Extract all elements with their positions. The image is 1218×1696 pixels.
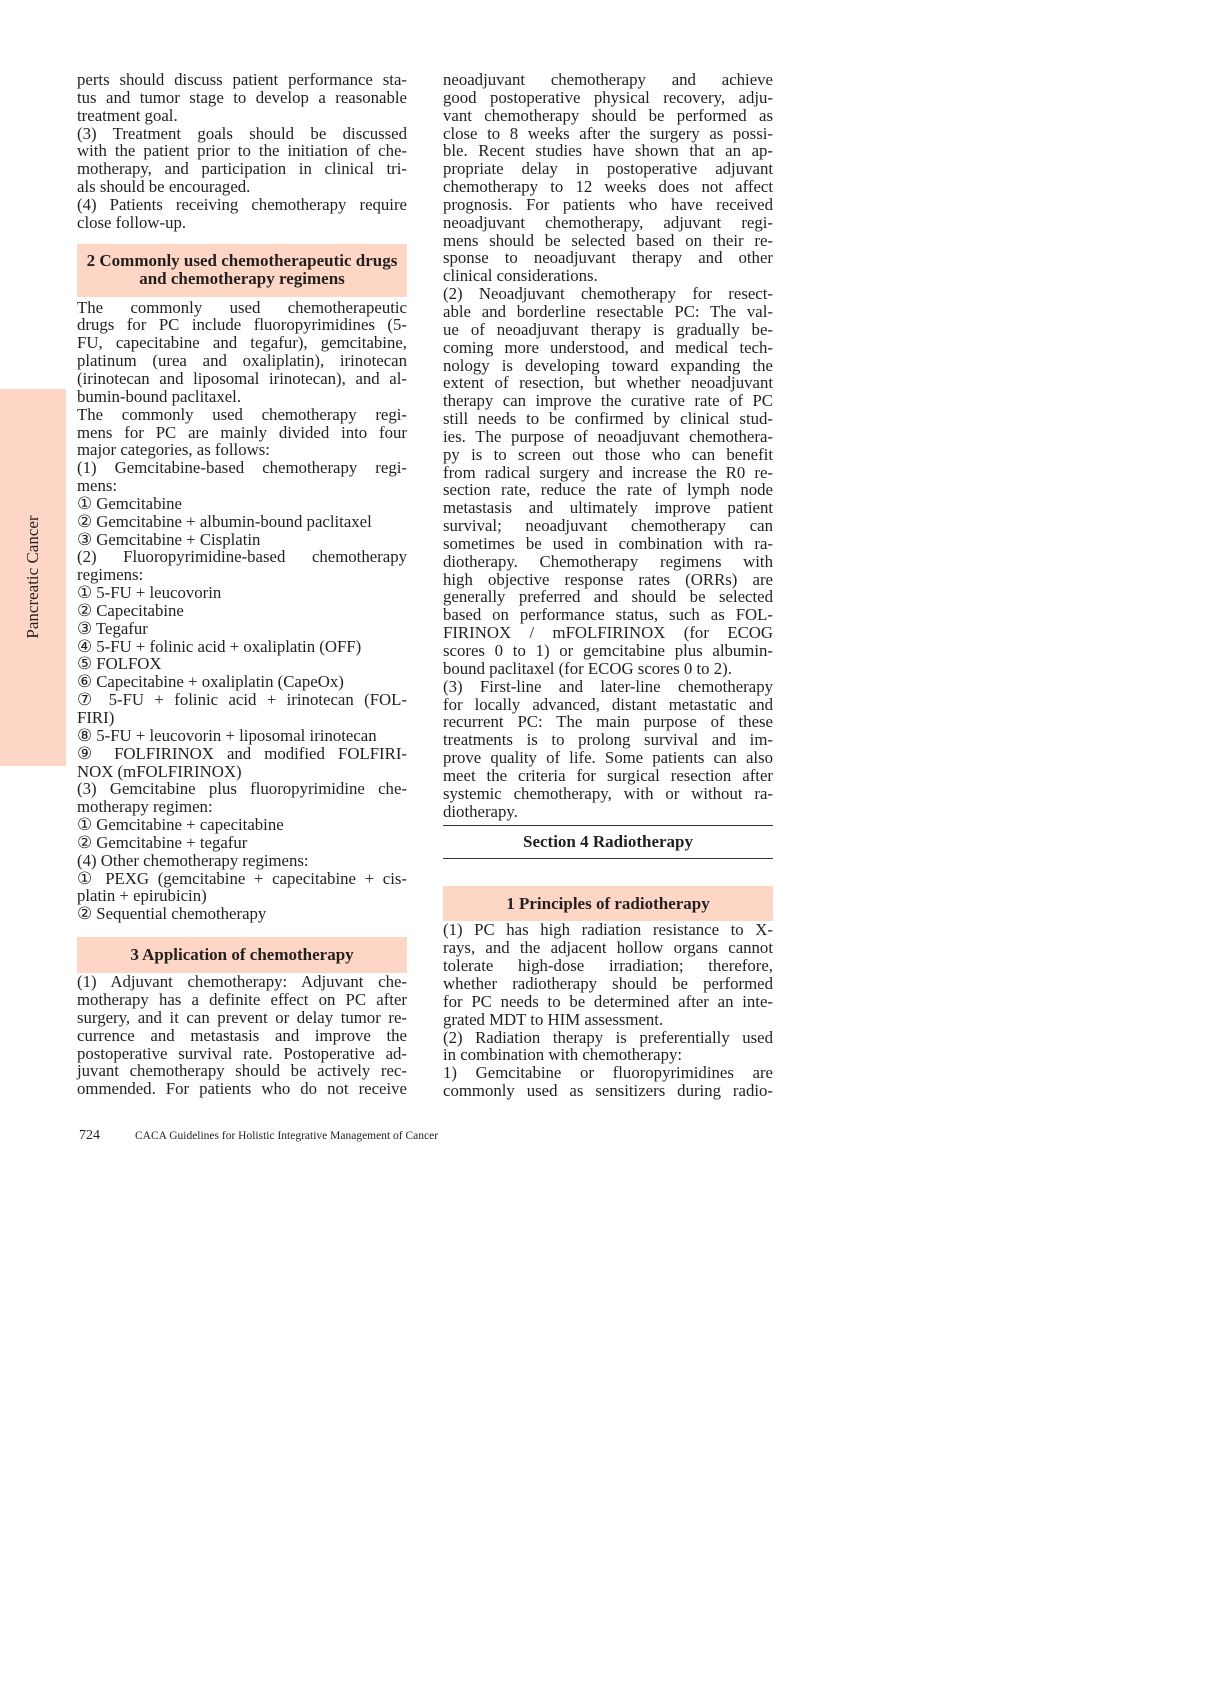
text-line: ⑤ FOLFOX [77, 654, 162, 674]
text-line: section rate, reduce the rate of lymph node [443, 480, 773, 500]
paragraph [77, 727, 407, 745]
paragraph [77, 816, 407, 834]
paragraph [77, 905, 407, 923]
text-line: mens for PC are mainly divided into four [77, 422, 407, 442]
text-line: still needs to be confirmed by clinical stud- [443, 409, 773, 429]
paragraph [77, 531, 407, 549]
section-title-radiotherapy [443, 825, 773, 859]
page-number: 724 [79, 1128, 100, 1143]
text-line: diotherapy. Chemotherapy regimens with [443, 551, 773, 571]
text-line: ④ 5-FU + folinic acid + oxaliplatin (OFF) [77, 636, 362, 656]
application-paragraphs [77, 973, 407, 1098]
text-line: mens should be selected based on their re- [443, 230, 773, 250]
text-line: survival; neoadjuvant chemotherapy can [443, 516, 773, 536]
text-line: in combination with chemotherapy: [443, 1045, 683, 1065]
text-line: based on performance status, such as FOL- [443, 605, 773, 625]
text-line: The commonly used chemotherapy regi- [77, 404, 407, 424]
text-line: bumin-bound paclitaxel. [77, 386, 242, 406]
paragraph [77, 834, 407, 852]
text-line: commonly used as sensitizers during radio- [443, 1081, 773, 1101]
text-line: ② Gemcitabine + albumin-bound paclitaxel [77, 511, 372, 531]
text-line: treatments is to prolong survival and im- [443, 730, 773, 750]
text-line: ⑥ Capecitabine + oxaliplatin (CapeOx) [77, 672, 344, 692]
text-line: meet the criteria for surgical resection after [443, 765, 773, 785]
paragraph [443, 678, 773, 821]
text-line: ② Gemcitabine + tegafur [77, 832, 248, 852]
page-footer [79, 1127, 438, 1144]
heading-commonly-used-drugs [77, 244, 407, 297]
text-line: bound paclitaxel (for ECOG scores 0 to 2). [443, 658, 732, 678]
text-line: major categories, as follows: [77, 440, 270, 460]
paragraph [77, 655, 407, 673]
text-line: ① PEXG (gemcitabine + capecitabine + cis- [77, 868, 407, 888]
text-line: surgery, and it can prevent or delay tumor re- [77, 1007, 407, 1027]
heading-principles-of-radiotherapy [443, 886, 773, 921]
text-line: generally preferred and should be selected [443, 587, 773, 607]
paragraph [443, 71, 773, 285]
text-line: vant chemotherapy should be performed as [443, 105, 773, 125]
text-line: (2) Neoadjuvant chemotherapy for resect- [443, 284, 773, 304]
radiotherapy-paragraphs [443, 921, 773, 1099]
text-line: whether radiotherapy should be performed [443, 973, 773, 993]
right-column [443, 71, 773, 1100]
text-line: (3) Treatment goals should be discussed [77, 123, 407, 143]
text-line: (3) Gemcitabine plus fluoropyrimidine che- [77, 779, 407, 799]
heading-line: and chemotherapy regimens [139, 269, 345, 289]
text-line: NOX (mFOLFIRINOX) [77, 761, 242, 781]
paragraph [77, 406, 407, 460]
paragraph [77, 780, 407, 816]
paragraph [77, 973, 407, 1098]
text-line: als should be encouraged. [77, 177, 251, 197]
text-line: FIRINOX / mFOLFIRINOX (for ECOG [443, 623, 773, 643]
text-line: ble. Recent studies have shown that an ap- [443, 141, 773, 161]
paragraph [77, 548, 407, 584]
text-line: good postoperative physical recovery, adju- [443, 87, 773, 107]
application-continued-paragraphs [443, 71, 773, 820]
text-line: propriate delay in postoperative adjuvant [443, 159, 773, 179]
paragraph [77, 638, 407, 656]
text-line: rays, and the adjacent hollow organs cannot [443, 938, 773, 958]
text-line: prognosis. For patients who have received [443, 194, 773, 214]
text-line: sometimes be used in combination with ra- [443, 533, 773, 553]
paragraph [77, 673, 407, 691]
text-line: recurrent PC: The main purpose of these [443, 712, 773, 732]
text-line: tolerate high-dose irradiation; therefore, [443, 956, 773, 976]
paragraph [77, 620, 407, 638]
text-line: (2) Fluoropyrimidine-based chemotherapy [77, 547, 407, 567]
text-line: neoadjuvant chemotherapy, adjuvant regi- [443, 212, 773, 232]
text-line: regimens: [77, 565, 144, 585]
paragraph [77, 691, 407, 727]
text-line: postoperative survival rate. Postoperative ad- [77, 1043, 407, 1063]
text-line: scores 0 to 1) or gemcitabine plus albumin- [443, 641, 773, 660]
paragraph [77, 870, 407, 906]
paragraph [77, 71, 407, 125]
paragraph [443, 921, 773, 1028]
paragraph [77, 299, 407, 406]
text-line: ommended. For patients who do not receive [77, 1079, 407, 1099]
text-line: platinum (urea and oxaliplatin), irinotecan [77, 351, 407, 371]
chapter-tab-label: Pancreatic Cancer [23, 515, 42, 639]
text-line: ⑦ 5-FU + folinic acid + irinotecan (FOL- [77, 690, 407, 710]
paragraph [77, 602, 407, 620]
text-line: ies. The purpose of neoadjuvant chemothera- [443, 426, 773, 446]
text-line: close follow-up. [77, 212, 187, 232]
text-line: prove quality of life. Some patients can also [443, 748, 773, 768]
text-line: (4) Other chemotherapy regimens: [77, 850, 309, 870]
text-line: mens: [77, 476, 118, 496]
left-column [77, 71, 407, 1098]
text-line: (3) First-line and later-line chemotherapy [443, 676, 773, 696]
text-line: for PC needs to be determined after an inte- [443, 991, 773, 1011]
text-line: high objective response rates (ORRs) are [443, 569, 773, 589]
paragraph [77, 584, 407, 602]
paragraph [443, 1064, 773, 1100]
regimens-paragraphs [77, 299, 407, 924]
text-line: ③ Gemcitabine + Cisplatin [77, 529, 261, 549]
paragraph [77, 513, 407, 531]
paragraph [77, 745, 407, 781]
text-line: (1) Adjuvant chemotherapy: Adjuvant che- [77, 972, 407, 992]
text-line: systemic chemotherapy, with or without ra- [443, 783, 773, 803]
text-line: ③ Tegafur [77, 618, 148, 638]
text-line: (4) Patients receiving chemotherapy require [77, 194, 407, 214]
text-line: treatment goal. [77, 105, 178, 125]
text-line: coming more understood, and medical tech- [443, 337, 773, 357]
text-line: motherapy, and participation in clinical tri- [77, 159, 407, 179]
text-line: extent of resection, but whether neoadjuvant [443, 373, 773, 393]
paragraph [77, 852, 407, 870]
text-line: therapy can improve the curative rate of PC [443, 391, 773, 411]
chapter-side-tab [0, 389, 66, 766]
text-line: able and borderline resectable PC: The val- [443, 301, 773, 321]
text-line: for locally advanced, distant metastatic and [443, 694, 773, 714]
text-line: ② Sequential chemotherapy [77, 904, 267, 924]
text-line: neoadjuvant chemotherapy and achieve [443, 70, 773, 89]
text-line: with the patient prior to the initiation of che- [77, 141, 407, 161]
paragraph [443, 1029, 773, 1065]
text-line: ① Gemcitabine + capecitabine [77, 815, 284, 835]
text-line: tus and tumor stage to develop a reasonable [77, 87, 407, 107]
heading-line: 3 Application of chemotherapy [130, 945, 354, 965]
text-line: metastasis and ultimately improve patient [443, 498, 773, 518]
paragraph [77, 459, 407, 495]
text-line: ① Gemcitabine [77, 493, 182, 513]
text-line: grated MDT to HIM assessment. [443, 1009, 664, 1029]
text-line: juvant chemotherapy should be actively rec- [77, 1061, 407, 1081]
text-line: (irinotecan and liposomal irinotecan), and al- [77, 368, 407, 388]
text-line: clinical considerations. [443, 266, 598, 286]
intro-paragraphs [77, 71, 407, 232]
text-line: (2) Radiation therapy is preferentially used [443, 1027, 773, 1047]
text-line: ⑧ 5-FU + leucovorin + liposomal irinotecan [77, 725, 377, 745]
text-line: The commonly used chemotherapeutic [77, 297, 407, 317]
text-line: chemotherapy to 12 weeks does not affect [443, 177, 773, 197]
text-line: ② Capecitabine [77, 600, 184, 620]
text-line: nology is developing toward expanding the [443, 355, 773, 375]
text-line: (1) PC has high radiation resistance to X- [443, 920, 773, 940]
heading-line: 1 Principles of radiotherapy [506, 893, 710, 913]
text-line: perts should discuss patient performance sta- [77, 70, 407, 89]
text-line: FIRI) [77, 708, 115, 727]
paragraph [77, 125, 407, 196]
text-line: sponse to neoadjuvant therapy and other [443, 248, 773, 268]
paragraph [443, 285, 773, 678]
text-line: drugs for PC include fluoropyrimidines (5- [77, 315, 407, 335]
text-line: ue of neoadjuvant therapy is gradually be- [443, 319, 773, 339]
text-line: py is to screen out those who can benefit [443, 444, 773, 464]
text-line: currence and metastasis and improve the [77, 1025, 407, 1045]
text-line: (1) Gemcitabine-based chemotherapy regi- [77, 458, 407, 478]
text-line: motherapy has a definite effect on PC after [77, 989, 407, 1009]
text-line: diotherapy. [443, 801, 518, 821]
text-line: ⑨ FOLFIRINOX and modified FOLFIRI- [77, 743, 407, 763]
text-line: FU, capecitabine and tegafur), gemcitabine, [77, 333, 407, 353]
heading-line: 2 Commonly used chemotherapeutic drugs [86, 251, 398, 271]
paragraph [77, 196, 407, 232]
text-line: motherapy regimen: [77, 797, 213, 817]
running-title: CACA Guidelines for Holistic Integrative Management of Cancer [135, 1130, 439, 1142]
text-line: 1) Gemcitabine or fluoropyrimidines are [443, 1063, 773, 1083]
text-line: platin + epirubicin) [77, 886, 207, 906]
paragraph [77, 495, 407, 513]
text-line: close to 8 weeks after the surgery as possi- [443, 123, 773, 143]
text-line: ① 5-FU + leucovorin [77, 583, 222, 603]
text-line: from radical surgery and increase the R0 re- [443, 462, 773, 482]
heading-application-of-chemotherapy [77, 937, 407, 973]
section-title-text: Section 4 Radiotherapy [523, 832, 693, 852]
